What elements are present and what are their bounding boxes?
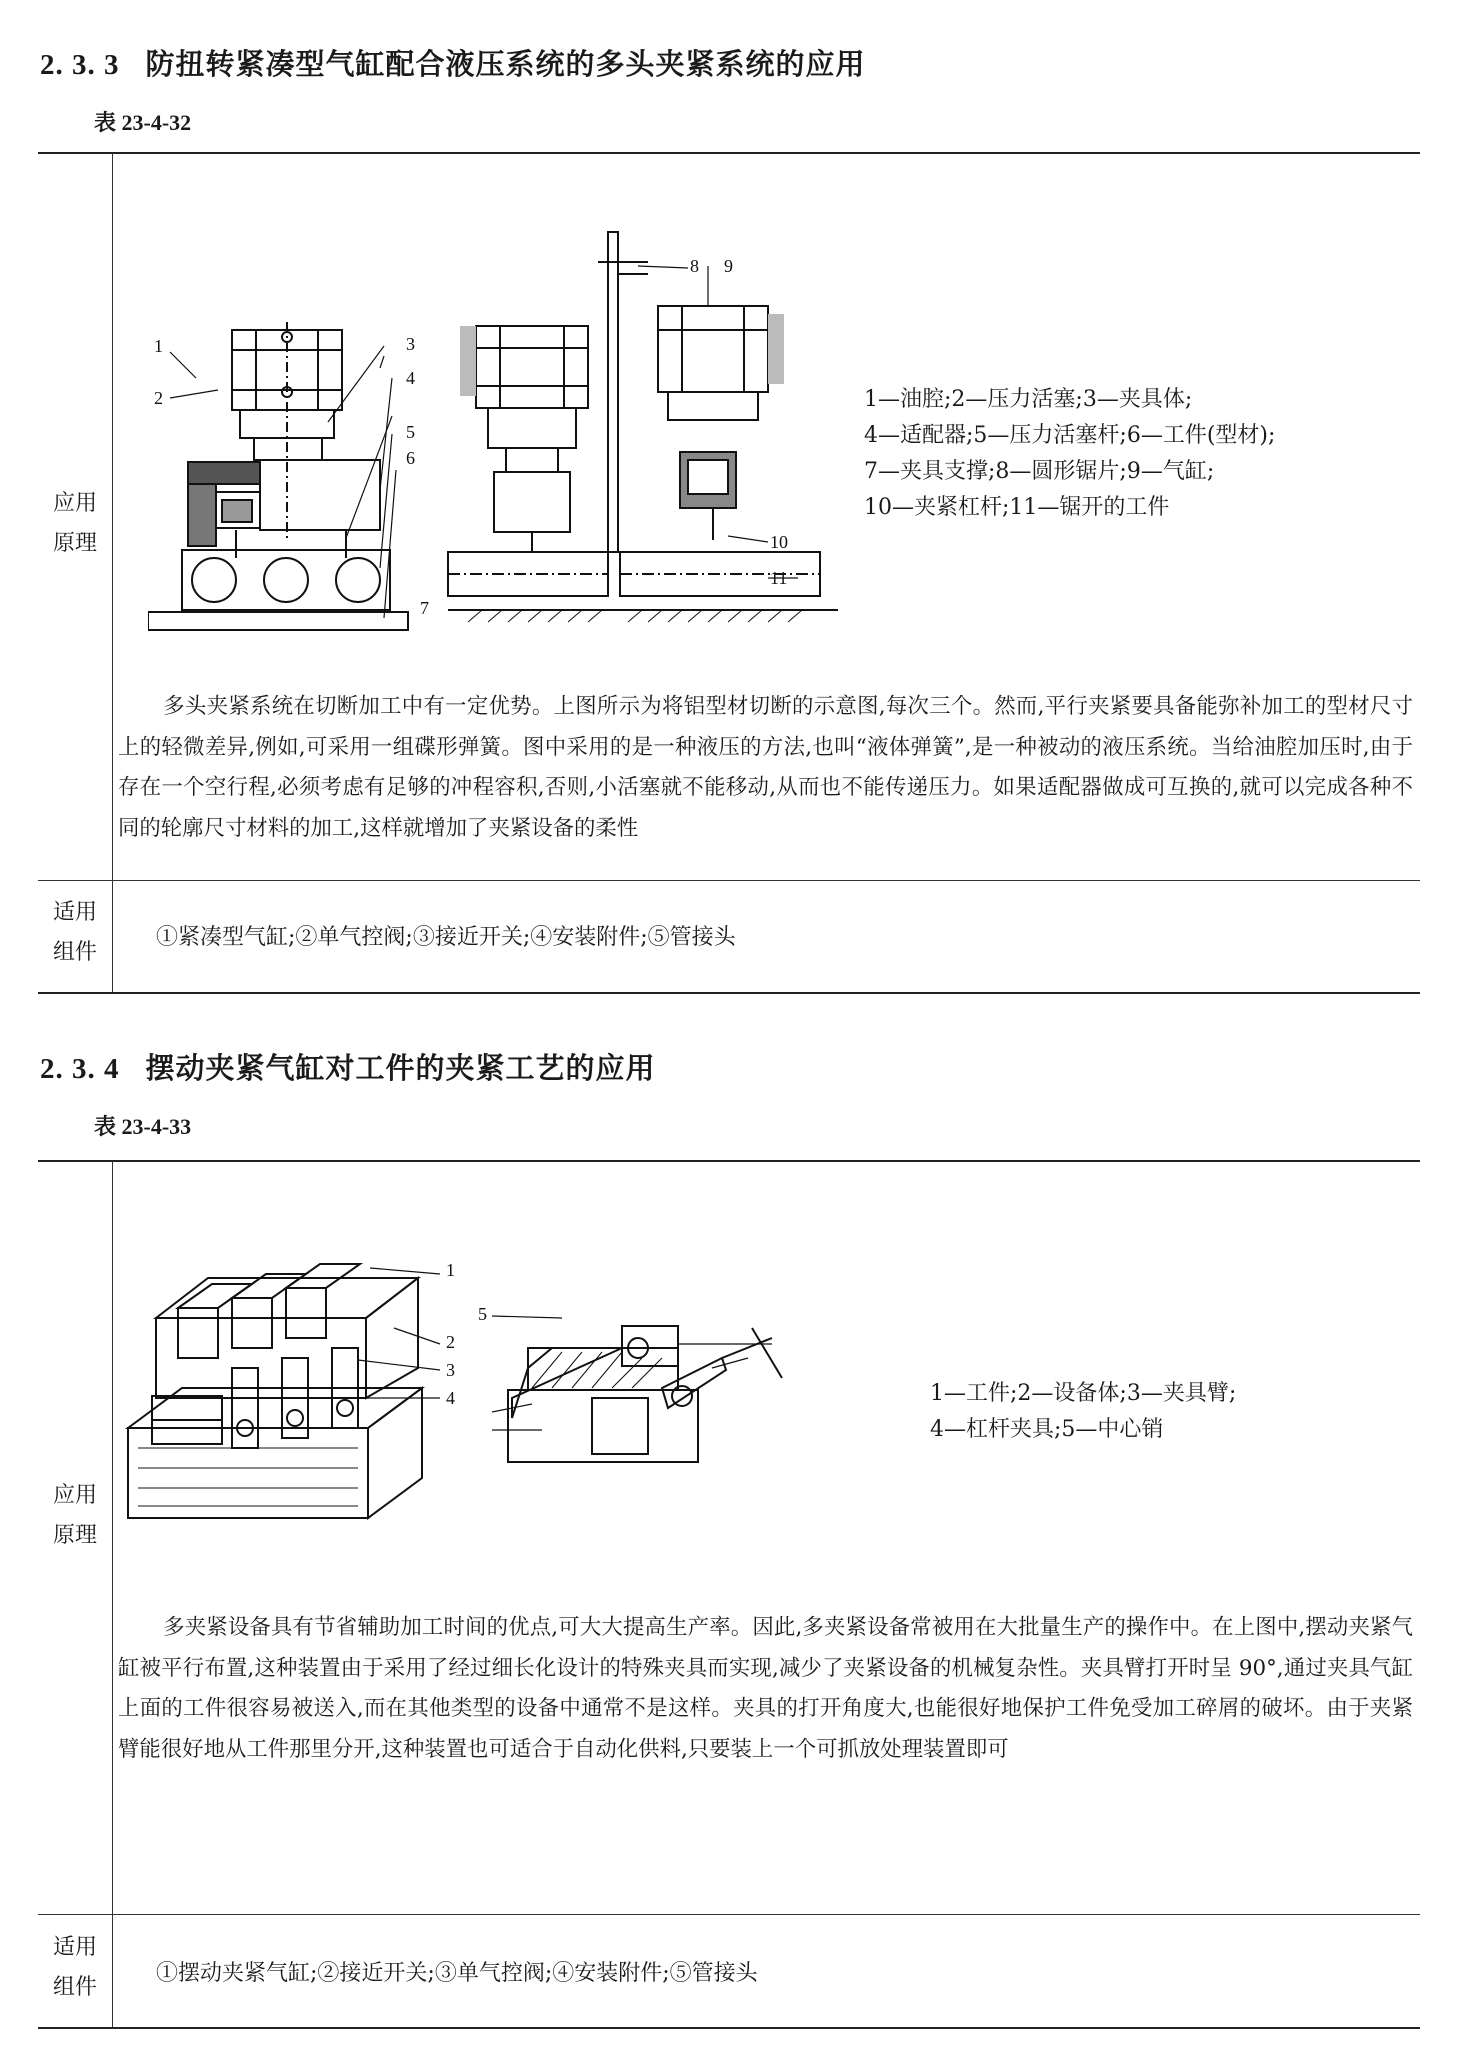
- figure-label-4: 4: [406, 368, 415, 388]
- table-bottom-rule: [38, 2027, 1420, 2029]
- row-label-principle: 应用 原理: [52, 491, 97, 556]
- figure-label-5: 5: [406, 422, 415, 442]
- legend-line: 4—适配器;5—压力活塞杆;6—工件(型材);: [864, 423, 1276, 448]
- figure-label-1: 1: [446, 1260, 455, 1280]
- table-label: 表 23-4-33: [94, 1114, 192, 1139]
- components-list: ①紧凑型气缸;②单气控阀;③接近开关;④安装附件;⑤管接头: [156, 925, 736, 950]
- figure-label-2: 2: [446, 1332, 455, 1352]
- table-row-divider: [38, 1914, 1420, 1915]
- table-column-divider: [112, 1161, 113, 2028]
- section-heading: [40, 42, 866, 83]
- row-label-principle: 应用 原理: [52, 1483, 97, 1548]
- figure-label-4: 4: [446, 1388, 455, 1408]
- section-number: 2. 3. 4: [40, 1053, 120, 1085]
- table-top-rule: [38, 152, 1420, 154]
- figure-label-6: 6: [406, 448, 415, 468]
- principle-paragraph: 多头夹紧系统在切断加工中有一定优势。上图所示为将铝型材切断的示意图,每次三个。然而,平行夹紧要具备能弥补加工的型材尺寸上的轻微差异,例如,可采用一组碟形弹簧。图中采用的是一种液压的方法,也叫“液体弹簧”,是一种被动的液压系统。当给油腔加压时,由于存在一个空行程,必须考虑有足够的冲程容积,否则,小活塞就不能移动,从而也不能传递压力。如果适配器做成可互换的,就可以完成各种不同的轮廓尺寸材料的加工,这样就增加了夹紧设备的柔性: [118, 694, 1413, 841]
- figure-label-3: 3: [406, 334, 415, 354]
- figure-multi-head-clamping: [148, 222, 848, 632]
- legend-line: 10—夹紧杠杆;11—锯开的工件: [864, 495, 1170, 520]
- legend-line: 1—油腔;2—压力活塞;3—夹具体;: [864, 387, 1193, 412]
- table-bottom-rule: [38, 992, 1420, 994]
- figure-label-2: 2: [154, 388, 163, 408]
- section-title: 防扭转紧凑型气缸配合液压系统的多头夹紧系统的应用: [145, 47, 866, 81]
- table-row-divider: [38, 880, 1420, 881]
- figure-label-5: 5: [478, 1304, 487, 1324]
- table-label: 表 23-4-32: [94, 110, 192, 135]
- legend-line: 4—杠杆夹具;5—中心销: [930, 1417, 1164, 1442]
- components-list: ①摆动夹紧气缸;②接近开关;③单气控阀;④安装附件;⑤管接头: [156, 1961, 758, 1986]
- principle-paragraph: 多夹紧设备具有节省辅助加工时间的优点,可大大提高生产率。因此,多夹紧设备常被用在大批量生产的操作中。在上图中,摆动夹紧气缸被平行布置,这种装置由于采用了经过细长化设计的特殊夹具而实现,减少了夹紧设备的机械复杂性。夹具臂打开时呈 90°,通过夹具气缸上面的工件很容易被送入,而在其他类型的设备中通常不是这样。夹具的打开角度大,也能很好地保护工件免受加工碎屑的破坏。由于夹紧臂能很好地从工件那里分开,这种装置也可适合于自动化供料,只要装上一个可抓放处理装置即可: [118, 1615, 1413, 1762]
- table-top-rule: [38, 1160, 1420, 1162]
- legend-line: 7—夹具支撑;8—圆形锯片;9—气缸;: [864, 459, 1215, 484]
- figure-label-1: 1: [154, 336, 163, 356]
- figure-legend: [930, 1376, 1236, 1448]
- table-column-divider: [112, 153, 113, 993]
- section-heading: [40, 1046, 656, 1087]
- figure-label-3: 3: [446, 1360, 455, 1380]
- legend-line: 1—工件;2—设备体;3—夹具臂;: [930, 1381, 1237, 1406]
- figure-swing-clamp: [122, 1248, 792, 1548]
- figure-label-8: 8: [690, 256, 699, 276]
- figure-legend: [864, 382, 1275, 526]
- section-number: 2. 3. 3: [40, 49, 120, 81]
- figure-label-11: 11: [770, 568, 788, 588]
- row-label-components: 适用 组件: [52, 1935, 97, 2000]
- section-title: 摆动夹紧气缸对工件的夹紧工艺的应用: [145, 1051, 656, 1085]
- figure-label-7: 7: [420, 598, 429, 618]
- figure-label-10: 10: [770, 532, 788, 552]
- row-label-components: 适用 组件: [52, 900, 97, 965]
- figure-label-9: 9: [724, 256, 733, 276]
